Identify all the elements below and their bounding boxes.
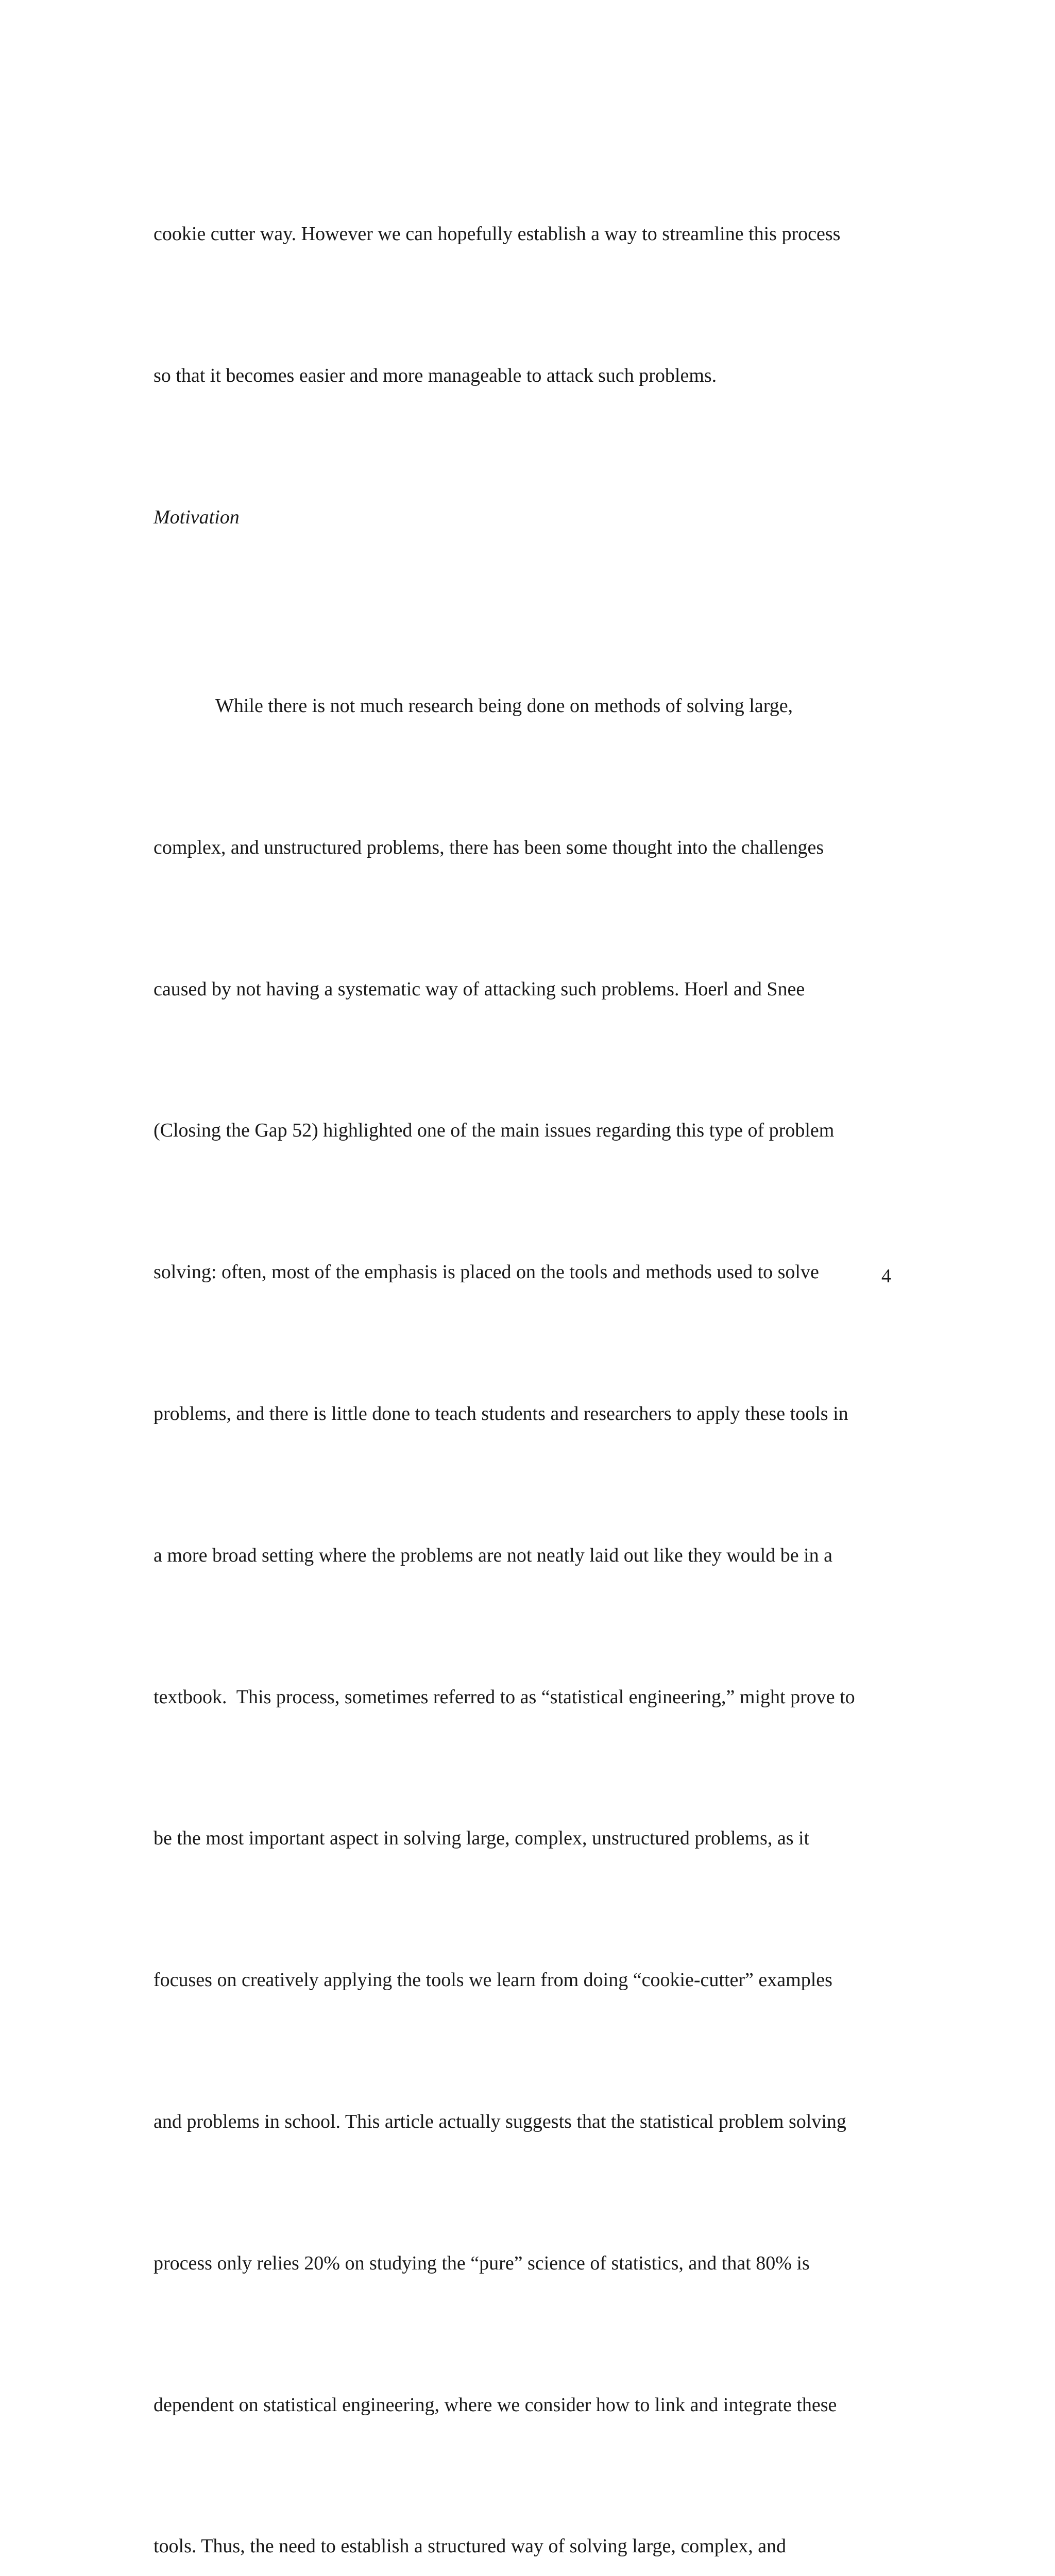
text-line: caused by not having a systematic way of attacking such problems. Hoerl and Snee (154, 978, 805, 1000)
text-line: cookie cutter way. However we can hopefully establish a way to streamline this process (154, 223, 841, 245)
page-number: 4 (881, 1265, 891, 1287)
text-line: (Closing the Gap 52) highlighted one of the main issues regarding this type of problem (154, 1120, 835, 1142)
section-heading: Motivation (154, 506, 240, 528)
body-text (154, 116, 926, 2576)
text-line: textbook. This process, sometimes referred to as “statistical engineering,” might prove to (154, 1686, 855, 1708)
text-line: complex, and unstructured problems, there has been some thought into the challenges (154, 836, 824, 858)
text-line: so that it becomes easier and more manageable to attack such problems. (154, 364, 717, 386)
text-line: tools. Thus, the need to establish a structured way of solving large, complex, and (154, 2535, 787, 2557)
text-line: solving: often, most of the emphasis is placed on the tools and methods used to solve (154, 1261, 819, 1283)
text-line: problems, and there is little done to teach students and researchers to apply these tools in (154, 1403, 848, 1425)
text-line: and problems in school. This article actually suggests that the statistical problem solving (154, 2110, 846, 2132)
text-line: process only relies 20% on studying the “pure” science of statistics, and that 80% is (154, 2252, 810, 2274)
text-line: a more broad setting where the problems are not neatly laid out like they would be in a (154, 1544, 832, 1566)
text-line: be the most important aspect in solving large, complex, unstructured problems, as it (154, 1827, 810, 1850)
text-line: dependent on statistical engineering, where we consider how to link and integrate these (154, 2394, 837, 2416)
text-line: focuses on creatively applying the tools we learn from doing “cookie-cutter” examples (154, 1969, 832, 1991)
paragraph-first-line: While there is not much research being done on methods of solving large, (215, 695, 793, 717)
